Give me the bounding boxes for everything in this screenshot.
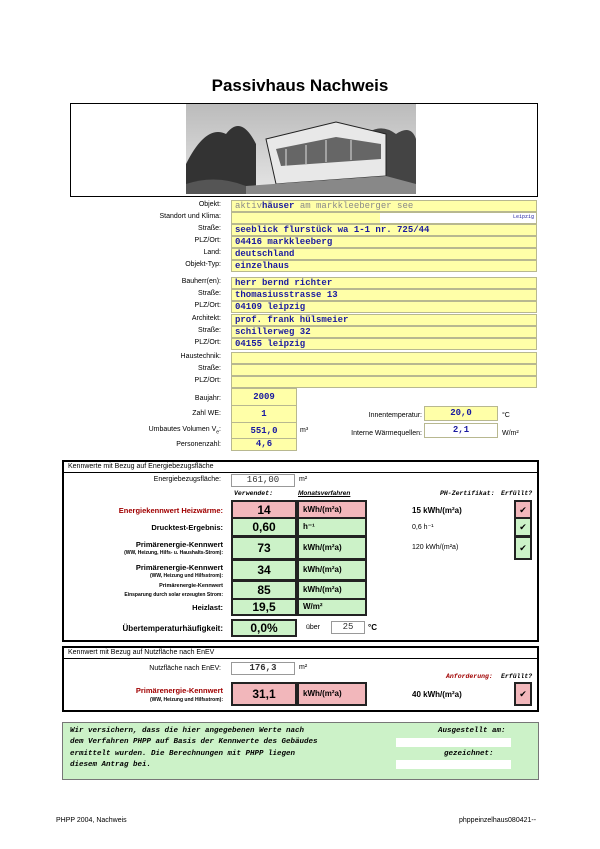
architekt-field[interactable]: prof. frank hülsmeier xyxy=(231,314,537,326)
pe2-label: Primärenergie-Kennwert xyxy=(135,563,223,572)
ausgestellt-label: Ausgestellt am: xyxy=(438,727,506,735)
enev-heading: Kennwert mit Bezug auf Nutzfläche nach EnEV xyxy=(64,648,537,659)
heizlast-value: 19,5 xyxy=(231,598,297,616)
heizwaerme-req: 15 kWh/(m²a) xyxy=(412,506,462,515)
volumen-unit: m³ xyxy=(300,427,309,434)
strasse-field[interactable]: seeblick flurstück wa 1-1 nr. 725/44 xyxy=(231,224,537,236)
label-innentemp: Innentemperatur: xyxy=(368,412,422,419)
ueber-over: über xyxy=(306,624,321,631)
haustechnik-plzort-field[interactable] xyxy=(231,376,537,388)
ueber-label: Übertemperaturhäufigkeit: xyxy=(122,624,223,633)
pe1-check-icon: ✔ xyxy=(514,536,532,560)
pe1-value: 73 xyxy=(231,536,297,560)
pe1-label: Primärenergie-Kennwert xyxy=(135,540,223,549)
innentemp-unit: °C xyxy=(502,412,510,419)
declaration-line1: Wir versichern, dass die hier angegebenen Werte nach xyxy=(70,727,305,735)
bauherr-plzort-field[interactable]: 04109 leipzig xyxy=(231,301,537,313)
label-architekt-plzort: PLZ/Ort: xyxy=(194,339,221,346)
label-objekt: Objekt: xyxy=(198,201,221,208)
declaration-line4: diesem Antrag bei. xyxy=(70,761,152,769)
enev-erfuellt-label: Erfüllt? xyxy=(501,673,533,680)
gezeichnet-label: gezeichnet: xyxy=(444,750,494,758)
ebf-unit: m² xyxy=(299,476,308,483)
label-haustechnik: Haustechnik: xyxy=(180,353,221,360)
pe2-unit: kWh/(m²a) xyxy=(297,559,367,581)
label-haustechnik-plzort: PLZ/Ort: xyxy=(194,377,221,384)
architekt-plzort-field[interactable]: 04155 leipzig xyxy=(231,338,537,350)
label-zahl-we: Zahl WE: xyxy=(192,410,221,417)
heizwaerme-unit: kWh/(m²a) xyxy=(297,500,367,520)
pe2-sub: (WW, Heizung und Hilfsstrom): xyxy=(149,573,223,579)
heizlast-unit: W/m² xyxy=(297,598,367,616)
waermequellen-unit: W/m² xyxy=(502,430,519,437)
declaration-line2: dem Verfahren PHPP auf Basis der Kennwerte des Gebäudes xyxy=(70,738,318,746)
pe3-unit: kWh/(m²a) xyxy=(297,580,367,600)
label-haustechnik-strasse: Straße: xyxy=(198,365,221,372)
erfuellt-label: Erfüllt? xyxy=(501,490,533,497)
pe3-sub: Einsparung durch solar erzeugten Strom: xyxy=(124,592,223,598)
heizwaerme-check-icon: ✔ xyxy=(514,500,532,520)
building-photo xyxy=(186,104,416,194)
label-waermequellen: Interne Wärmequellen: xyxy=(351,430,422,437)
label-land: Land: xyxy=(203,249,221,256)
kennwerte-heading: Kennwerte mit Bezug auf Energiebezugsfläche xyxy=(64,462,537,473)
bauherr-strasse-field[interactable]: thomasiusstrasse 13 xyxy=(231,289,537,301)
ueber-value: 0,0% xyxy=(231,619,297,637)
enev-pe-sub: (WW, Heizung und Hilfsstrom): xyxy=(149,697,223,703)
verwendet-label: Verwendet: xyxy=(234,490,274,497)
drucktest-check-icon: ✔ xyxy=(514,517,532,537)
page-title: Passivhaus Nachweis xyxy=(211,76,389,95)
bauherr-field[interactable]: herr bernd richter xyxy=(231,277,537,289)
label-architekt: Architekt: xyxy=(191,315,221,322)
plzort-field[interactable]: 04416 markkleeberg xyxy=(231,236,537,248)
ebf-field[interactable]: 161,00 xyxy=(231,474,295,487)
objekttyp-field[interactable]: einzelhaus xyxy=(231,260,537,272)
pe2-value: 34 xyxy=(231,559,297,581)
pe3-value: 85 xyxy=(231,580,297,600)
gezeichnet-field[interactable] xyxy=(396,760,511,769)
label-bauherr-strasse: Straße: xyxy=(198,290,221,297)
zahl-we-field[interactable]: 1 xyxy=(231,405,297,423)
label-nutzflaeche: Nutzfläche nach EnEV: xyxy=(149,665,221,672)
label-personen: Personenzahl: xyxy=(176,441,221,448)
innentemp-field[interactable]: 20,0 xyxy=(424,406,498,421)
drucktest-label: Drucktest-Ergebnis: xyxy=(151,523,223,532)
declaration-line3: ermittelt wurden. Die Berechnungen mit PHPP liegen xyxy=(70,750,296,758)
nutzflaeche-field[interactable]: 176,3 xyxy=(231,662,295,675)
heizwaerme-value: 14 xyxy=(231,500,297,520)
label-strasse: Straße: xyxy=(198,225,221,232)
footer-left: PHPP 2004, Nachweis xyxy=(56,817,127,824)
label-objekttyp: Objekt-Typ: xyxy=(185,261,221,268)
pe1-unit: kWh/(m²a) xyxy=(297,536,367,560)
volumen-field[interactable]: 551,0 xyxy=(231,422,297,440)
nutzflaeche-unit: m² xyxy=(299,664,308,671)
enev-pe-check-icon: ✔ xyxy=(514,682,532,706)
baujahr-field[interactable]: 2009 xyxy=(231,388,297,406)
haustechnik-strasse-field[interactable] xyxy=(231,364,537,376)
label-standort: Standort und Klima: xyxy=(159,213,221,220)
objekt-field[interactable]: aktivhäuser am markkleeberger see xyxy=(231,200,537,212)
label-ebf: Energiebezugsfläche: xyxy=(153,476,221,483)
heizwaerme-label: Energiekennwert Heizwärme: xyxy=(118,506,223,515)
enev-pe-req: 40 kWh/(m²a) xyxy=(412,690,462,699)
ph-zertifikat-label: PH-Zertifikat: xyxy=(440,490,495,497)
ueber-temp-field[interactable]: 25 xyxy=(331,621,365,634)
waermequellen-field[interactable]: 2,1 xyxy=(424,423,498,438)
drucktest-unit: h⁻¹ xyxy=(297,517,367,537)
land-field[interactable]: deutschland xyxy=(231,248,537,260)
monatsverfahren-label: Monatsverfahren xyxy=(298,490,351,497)
personen-field[interactable]: 4,6 xyxy=(231,438,297,451)
pe3-label: Primärenergie-Kennwert xyxy=(159,583,223,589)
label-baujahr: Baujahr: xyxy=(194,395,221,402)
enev-pe-unit: kWh/(m²a) xyxy=(297,682,367,706)
label-bauherr-plzort: PLZ/Ort: xyxy=(194,302,221,309)
label-architekt-strasse: Straße: xyxy=(198,327,221,334)
pe1-req: 120 kWh/(m²a) xyxy=(412,544,459,551)
standort-field[interactable] xyxy=(231,212,537,224)
anforderung-label: Anforderung: xyxy=(446,673,493,680)
ausgestellt-field[interactable] xyxy=(396,738,511,747)
architekt-strasse-field[interactable]: schillerweg 32 xyxy=(231,326,537,338)
enev-pe-label: Primärenergie-Kennwert xyxy=(135,686,223,695)
label-plzort: PLZ/Ort: xyxy=(194,237,221,244)
label-volumen: Umbautes Volumen $V_e$: xyxy=(148,426,221,436)
pe1-sub: (WW, Heizung, Hilfs- u. Haushalts-Strom): xyxy=(124,550,223,556)
heizlast-label: Heizlast: xyxy=(192,603,223,612)
drucktest-req: 0,6 h⁻¹ xyxy=(412,524,434,531)
standort-value: Leipzig xyxy=(512,214,534,220)
label-bauherr: Bauherr(en): xyxy=(181,278,221,285)
footer-right: phppeinzelhaus080421-- xyxy=(459,817,537,824)
enev-pe-value: 31,1 xyxy=(231,682,297,706)
drucktest-value: 0,60 xyxy=(231,517,297,537)
haustechnik-field[interactable] xyxy=(231,352,537,364)
ueber-unit: °C xyxy=(368,623,377,632)
